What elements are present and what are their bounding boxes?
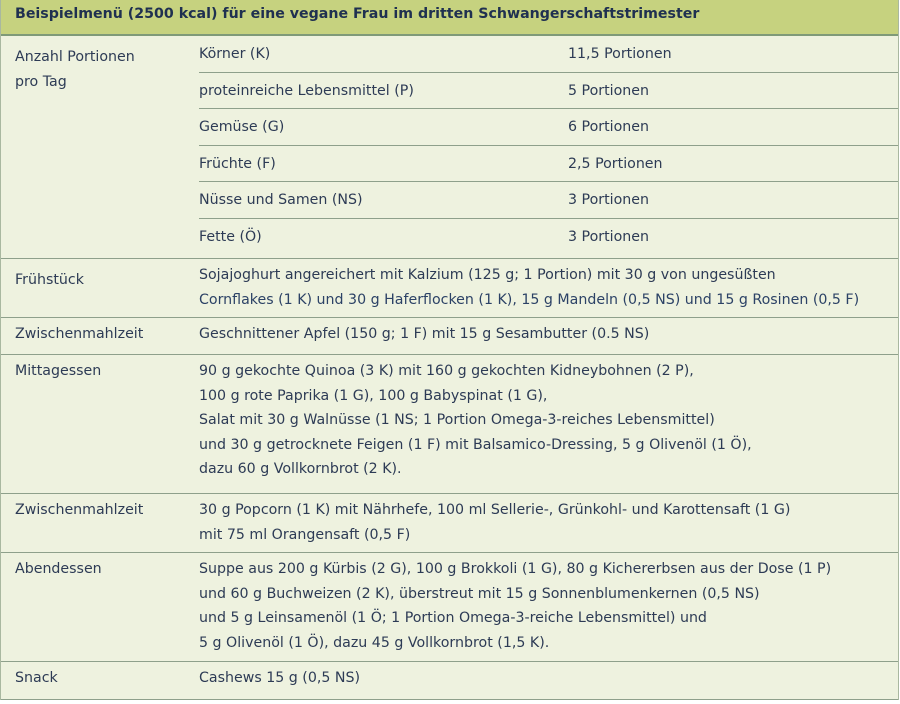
food-group-name: Nüsse und Samen (NS) — [199, 192, 363, 208]
meal-lunch — [1, 355, 898, 494]
meal-line: Suppe aus 200 g Kürbis (2 G), 100 g Brokkoli (1 G), 80 g Kichererbsen aus der Dose (1 P) — [199, 561, 832, 577]
meal-line: 90 g gekochte Quinoa (3 K) mit 160 g gekochten Kidneybohnen (2 P), — [199, 363, 694, 379]
meal-description — [199, 259, 898, 322]
food-group-value: 6 Portionen — [568, 119, 649, 135]
meal-line: Cornflakes (1 K) und 30 g Haferflocken (1 K), 15 g Mandeln (0,5 NS) und 15 g Rosinen (0,5 F) — [199, 291, 860, 308]
meal-snack-1 — [1, 318, 898, 355]
meal-snack-3 — [1, 662, 898, 700]
table-row — [199, 146, 898, 183]
food-group-value: 11,5 Portionen — [568, 46, 672, 62]
table-row — [199, 182, 898, 219]
meal-dinner — [1, 553, 898, 662]
portions-list — [199, 36, 898, 255]
meal-label: Zwischenmahlzeit — [15, 326, 144, 342]
meal-line: dazu 60 g Vollkornbrot (2 K). — [199, 461, 402, 477]
food-group-value: 3 Portionen — [568, 192, 649, 208]
food-group-value: 5 Portionen — [568, 82, 649, 99]
table-title: Beispielmenü (2500 kcal) für eine vegane Frau im dritten Schwangerschaftstrimester — [1, 0, 898, 36]
meal-line: Cashews 15 g (0,5 NS) — [199, 670, 361, 686]
meal-line: und 60 g Buchweizen (2 K), überstreut mit 15 g Sonnenblumenkernen (0,5 NS) — [199, 585, 760, 602]
meal-line: Salat mit 30 g Walnüsse (1 NS; 1 Portion Omega-3-reiches Lebensmittel) — [199, 412, 715, 428]
food-group-name: Früchte (F) — [199, 155, 276, 172]
food-group-value: 3 Portionen — [568, 228, 649, 245]
meal-description — [199, 553, 898, 665]
meal-line: Sojajoghurt angereichert mit Kalzium (125 g; 1 Portion) mit 30 g von ungesüßten — [199, 267, 776, 283]
food-group-name: proteinreiche Lebensmittel (P) — [199, 82, 414, 99]
table-row — [199, 219, 898, 256]
food-group-name: Fette (Ö) — [199, 228, 262, 245]
meal-line: mit 75 ml Orangensaft (0,5 F) — [199, 526, 411, 543]
meal-label: Frühstück — [15, 272, 84, 288]
portions-label-line: Anzahl Portionen — [15, 49, 135, 65]
portions-label-line: pro Tag — [15, 73, 67, 90]
meal-line: 100 g rote Paprika (1 G), 100 g Babyspinat (1 G), — [199, 387, 548, 404]
meal-description — [199, 355, 898, 492]
table-row — [199, 36, 898, 73]
meal-line: Geschnittener Apfel (150 g; 1 F) mit 15 g Sesambutter (0.5 NS) — [199, 326, 650, 342]
table-row — [199, 73, 898, 110]
table-row — [199, 109, 898, 146]
food-group-name: Körner (K) — [199, 46, 271, 62]
meal-line: und 5 g Leinsamenöl (1 Ö; 1 Portion Omega-3-reiche Lebensmittel) und — [199, 610, 707, 626]
meal-description — [199, 318, 898, 357]
meal-description — [199, 662, 898, 701]
meal-snack-2 — [1, 494, 898, 553]
meal-label: Abendessen — [15, 561, 102, 577]
meal-line: und 30 g getrocknete Feigen (1 F) mit Balsamico-Dressing, 5 g Olivenöl (1 Ö), — [199, 436, 752, 453]
portions-label — [15, 45, 135, 94]
meal-label: Zwischenmahlzeit — [15, 502, 144, 518]
food-group-value: 2,5 Portionen — [568, 155, 663, 172]
food-group-name: Gemüse (G) — [199, 119, 285, 135]
meal-label: Mittagessen — [15, 363, 102, 379]
meal-breakfast — [1, 259, 898, 318]
portions-section — [1, 36, 898, 259]
meal-line: 5 g Olivenöl (1 Ö), dazu 45 g Vollkornbrot (1,5 K). — [199, 634, 550, 651]
meal-line: 30 g Popcorn (1 K) mit Nährhefe, 100 ml Sellerie-, Grünkohl- und Karottensaft (1 G) — [199, 502, 791, 518]
meal-label: Snack — [15, 670, 58, 686]
meal-description — [199, 494, 898, 557]
